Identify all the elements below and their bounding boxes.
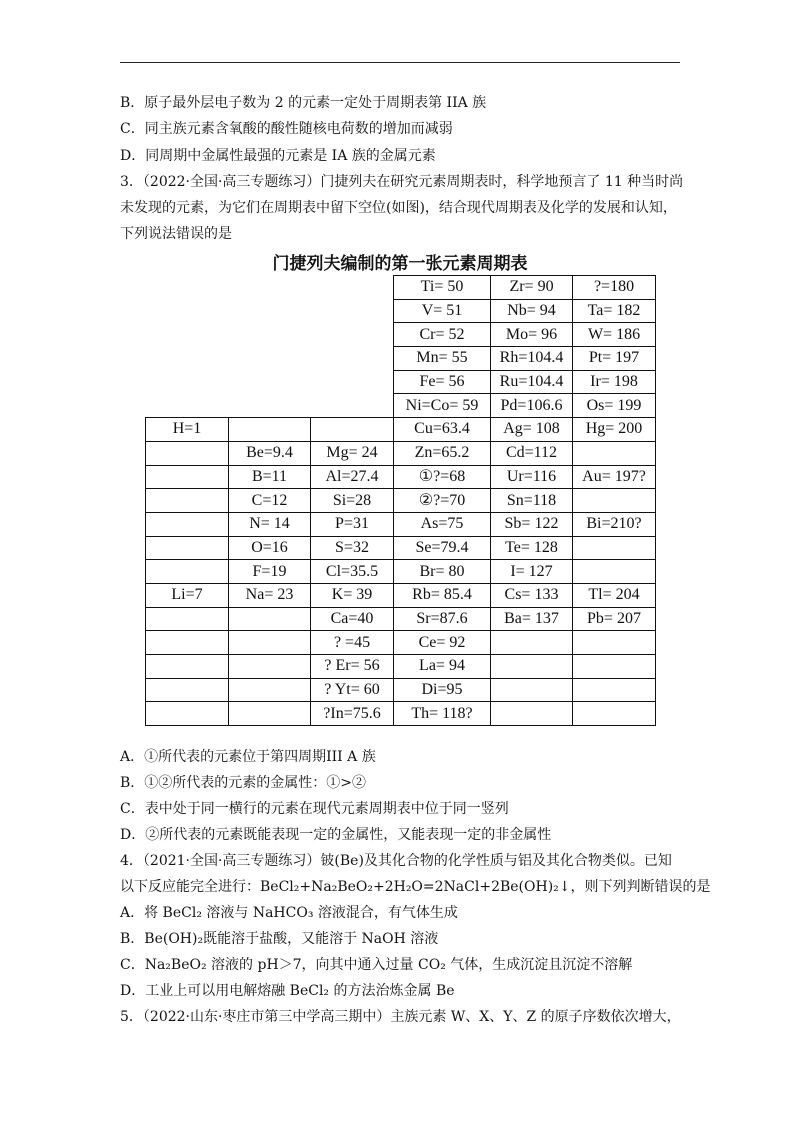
- table-cell: Tl= 204: [573, 583, 656, 607]
- table-cell: Cd=112: [491, 441, 573, 465]
- table-cell: [573, 489, 656, 513]
- table-row: [146, 394, 656, 418]
- table-blank-space: [229, 347, 311, 371]
- table-cell: Mg= 24: [311, 441, 394, 465]
- table-cell: ? Yt= 60: [311, 678, 394, 702]
- table-cell: Hg= 200: [573, 418, 656, 442]
- table-cell: Ca=40: [311, 607, 394, 631]
- table-blank-space: [146, 347, 229, 371]
- table-cell: Fe= 56: [394, 370, 491, 394]
- table-blank-space: [311, 323, 394, 347]
- table-row: [146, 418, 656, 442]
- question-5-stem-line-1: 5．（2022·山东·枣庄市第三中学高三期中）主族元素 W、X、Y、Z 的原子序数依次增大，: [120, 1009, 681, 1025]
- table-cell: Ir= 198: [573, 370, 656, 394]
- table-blank-space: [229, 323, 311, 347]
- question-4-options: [120, 900, 740, 1004]
- question-4-option-c: C．Na₂BeO₂ 溶液的 pH＞7，向其中通入过量 CO₂ 气体，生成沉淀且沉淀不溶解: [120, 957, 633, 973]
- table-cell: Zn=65.2: [394, 441, 491, 465]
- table-blank-space: [311, 276, 394, 300]
- table-cell: F=19: [229, 560, 311, 584]
- table-row: [146, 347, 656, 371]
- question-4-stem-line-2: 以下反应能完全进行：BeCl₂+Na₂BeO₂+2H₂O=2NaCl+2Be(OH)₂↓，则下列判断错误的是: [120, 879, 711, 895]
- table-cell: ?In=75.6: [311, 702, 394, 726]
- table-cell: Pd=106.6: [491, 394, 573, 418]
- table-cell: Na= 23: [229, 583, 311, 607]
- table-cell: Pt= 197: [573, 347, 656, 371]
- table-row: [146, 560, 656, 584]
- table-row: [146, 702, 656, 726]
- table-cell: Rh=104.4: [491, 347, 573, 371]
- table-cell: Ce= 92: [394, 631, 491, 655]
- lower-text-block: [120, 744, 740, 1030]
- table-blank-space: [229, 394, 311, 418]
- table-cell: [229, 418, 311, 442]
- table-cell: Sr=87.6: [394, 607, 491, 631]
- table-cell: [146, 607, 229, 631]
- table-row: [146, 276, 656, 300]
- question-2-option-b: B．原子最外层电子数为 2 的元素一定处于周期表第 IIA 族: [120, 95, 487, 111]
- question-3-stem: [120, 169, 740, 248]
- table-cell: [491, 702, 573, 726]
- table-cell: [146, 702, 229, 726]
- question-4-option-a: A．将 BeCl₂ 溶液与 NaHCO₃ 溶液混合，有气体生成: [120, 905, 458, 921]
- table-cell: ? =45: [311, 631, 394, 655]
- table-blank-space: [146, 323, 229, 347]
- table-cell: Cu=63.4: [394, 418, 491, 442]
- table-cell: [229, 607, 311, 631]
- table-cell: [573, 678, 656, 702]
- table-row: [146, 655, 656, 679]
- table-cell: Li=7: [146, 583, 229, 607]
- table-blank-space: [146, 370, 229, 394]
- table-cell: ①?=68: [394, 465, 491, 489]
- table-row: [146, 583, 656, 607]
- table-cell: [146, 441, 229, 465]
- table-cell: Di=95: [394, 678, 491, 702]
- table-row: [146, 536, 656, 560]
- table-cell: ? Er= 56: [311, 655, 394, 679]
- table-row: [146, 441, 656, 465]
- table-blank-space: [311, 299, 394, 323]
- question-4-option-b: B．Be(OH)₂既能溶于盐酸，又能溶于 NaOH 溶液: [120, 931, 439, 947]
- question-3-stem-line-2: 未发现的元素，为它们在周期表中留下空位(如图)，结合现代周期表及化学的发展和认知，: [120, 200, 677, 217]
- table-cell: K= 39: [311, 583, 394, 607]
- table-blank-space: [229, 370, 311, 394]
- table-cell: [146, 655, 229, 679]
- table-cell: [146, 465, 229, 489]
- table-blank-space: [229, 276, 311, 300]
- table-row: [146, 299, 656, 323]
- table-cell: [491, 678, 573, 702]
- table-cell: Os= 199: [573, 394, 656, 418]
- question-5-stem: [120, 1004, 740, 1030]
- table-cell: B=11: [229, 465, 311, 489]
- table-cell: [573, 560, 656, 584]
- table-blank-space: [146, 394, 229, 418]
- table-row: [146, 323, 656, 347]
- question-3-stem-line-3: 下列说法错误的是: [120, 226, 232, 243]
- table-cell: Au= 197?: [573, 465, 656, 489]
- header-rule: [120, 62, 680, 63]
- table-cell: [229, 702, 311, 726]
- table-cell: Ur=116: [491, 465, 573, 489]
- table-cell: [229, 631, 311, 655]
- table-cell: Cl=35.5: [311, 560, 394, 584]
- question-4-stem-line-1: 4．（2021·全国·高三专题练习）铍(Be)及其化合物的化学性质与铝及其化合物类似。已知: [120, 853, 672, 869]
- question-2-option-d: D．同周期中金属性最强的元素是 IA 族的金属元素: [120, 147, 436, 164]
- table-row: [146, 465, 656, 489]
- table-cell: V= 51: [394, 299, 491, 323]
- table-cell: [491, 631, 573, 655]
- table-cell: Th= 118?: [394, 702, 491, 726]
- mendeleev-periodic-table: [145, 275, 656, 726]
- table-cell: [573, 441, 656, 465]
- table-cell: Al=27.4: [311, 465, 394, 489]
- table-cell: [146, 536, 229, 560]
- table-cell: As=75: [394, 512, 491, 536]
- table-cell: [146, 560, 229, 584]
- table-cell: [146, 678, 229, 702]
- table-cell: Sn=118: [491, 489, 573, 513]
- question-2-option-c: C．同主族元素含氧酸的酸性随核电荷数的增加而减弱: [120, 121, 453, 138]
- table-cell: N= 14: [229, 512, 311, 536]
- table-cell: Rb= 85.4: [394, 583, 491, 607]
- table-row: [146, 512, 656, 536]
- table-cell: H=1: [146, 418, 229, 442]
- question-3-option-d: D．②所代表的元素既能表现一定的金属性，又能表现一定的非金属性: [120, 827, 552, 843]
- table-cell: [573, 655, 656, 679]
- table-cell: [146, 631, 229, 655]
- table-cell: Sb= 122: [491, 512, 573, 536]
- table-cell: Si=28: [311, 489, 394, 513]
- table-cell: Ba= 137: [491, 607, 573, 631]
- table-row: [146, 489, 656, 513]
- table-cell: [146, 489, 229, 513]
- table-cell: I= 127: [491, 560, 573, 584]
- table-cell: La= 94: [394, 655, 491, 679]
- table-cell: Nb= 94: [491, 299, 573, 323]
- table-cell: [573, 631, 656, 655]
- table-cell: P=31: [311, 512, 394, 536]
- table-cell: Ni=Co= 59: [394, 394, 491, 418]
- table-cell: [229, 655, 311, 679]
- table-cell: Bi=210?: [573, 512, 656, 536]
- table-cell: Te= 128: [491, 536, 573, 560]
- table-cell: Cs= 133: [491, 583, 573, 607]
- table-cell: Mn= 55: [394, 347, 491, 371]
- question-3-options: [120, 744, 740, 848]
- table-blank-space: [311, 370, 394, 394]
- table-cell: C=12: [229, 489, 311, 513]
- question-2-options: [120, 90, 740, 169]
- table-blank-space: [311, 347, 394, 371]
- table-cell: [491, 655, 573, 679]
- table-cell: Ti= 50: [394, 276, 491, 300]
- periodic-table-title: 门捷列夫编制的第一张元素周期表: [272, 254, 528, 274]
- table-cell: O=16: [229, 536, 311, 560]
- question-3-stem-line-1: 3．（2022·全国·高三专题练习）门捷列夫在研究元素周期表时，科学地预言了 11 种当时尚: [120, 173, 684, 190]
- table-cell: [573, 536, 656, 560]
- table-cell: Pb= 207: [573, 607, 656, 631]
- table-blank-space: [146, 276, 229, 300]
- table-row: [146, 631, 656, 655]
- question-4-option-d: D．工业上可以用电解熔融 BeCl₂ 的方法治炼金属 Be: [120, 983, 455, 999]
- table-cell: S=32: [311, 536, 394, 560]
- table-blank-space: [229, 299, 311, 323]
- table-row: [146, 607, 656, 631]
- table-row: [146, 678, 656, 702]
- table-cell: ②?=70: [394, 489, 491, 513]
- upper-text-block: [120, 90, 740, 248]
- table-cell: [573, 702, 656, 726]
- question-3-option-b: B．①②所代表的元素的金属性：①>②: [120, 775, 367, 791]
- table-cell: W= 186: [573, 323, 656, 347]
- table-cell: Be=9.4: [229, 441, 311, 465]
- table-cell: Mo= 96: [491, 323, 573, 347]
- table-cell: Ru=104.4: [491, 370, 573, 394]
- table-blank-space: [146, 299, 229, 323]
- question-3-option-c: C．表中处于同一横行的元素在现代元素周期表中位于同一竖列: [120, 801, 509, 817]
- question-4-stem: [120, 848, 740, 900]
- table-cell: Ta= 182: [573, 299, 656, 323]
- question-3-option-a: A．①所代表的元素位于第四周期III A 族: [120, 749, 376, 765]
- table-cell: Se=79.4: [394, 536, 491, 560]
- table-cell: Cr= 52: [394, 323, 491, 347]
- table-cell: [146, 512, 229, 536]
- table-cell: Br= 80: [394, 560, 491, 584]
- table-cell: Zr= 90: [491, 276, 573, 300]
- table-cell: [229, 678, 311, 702]
- table-cell: ?=180: [573, 276, 656, 300]
- table-cell: Ag= 108: [491, 418, 573, 442]
- table-cell: [311, 418, 394, 442]
- table-row: [146, 370, 656, 394]
- table-blank-space: [311, 394, 394, 418]
